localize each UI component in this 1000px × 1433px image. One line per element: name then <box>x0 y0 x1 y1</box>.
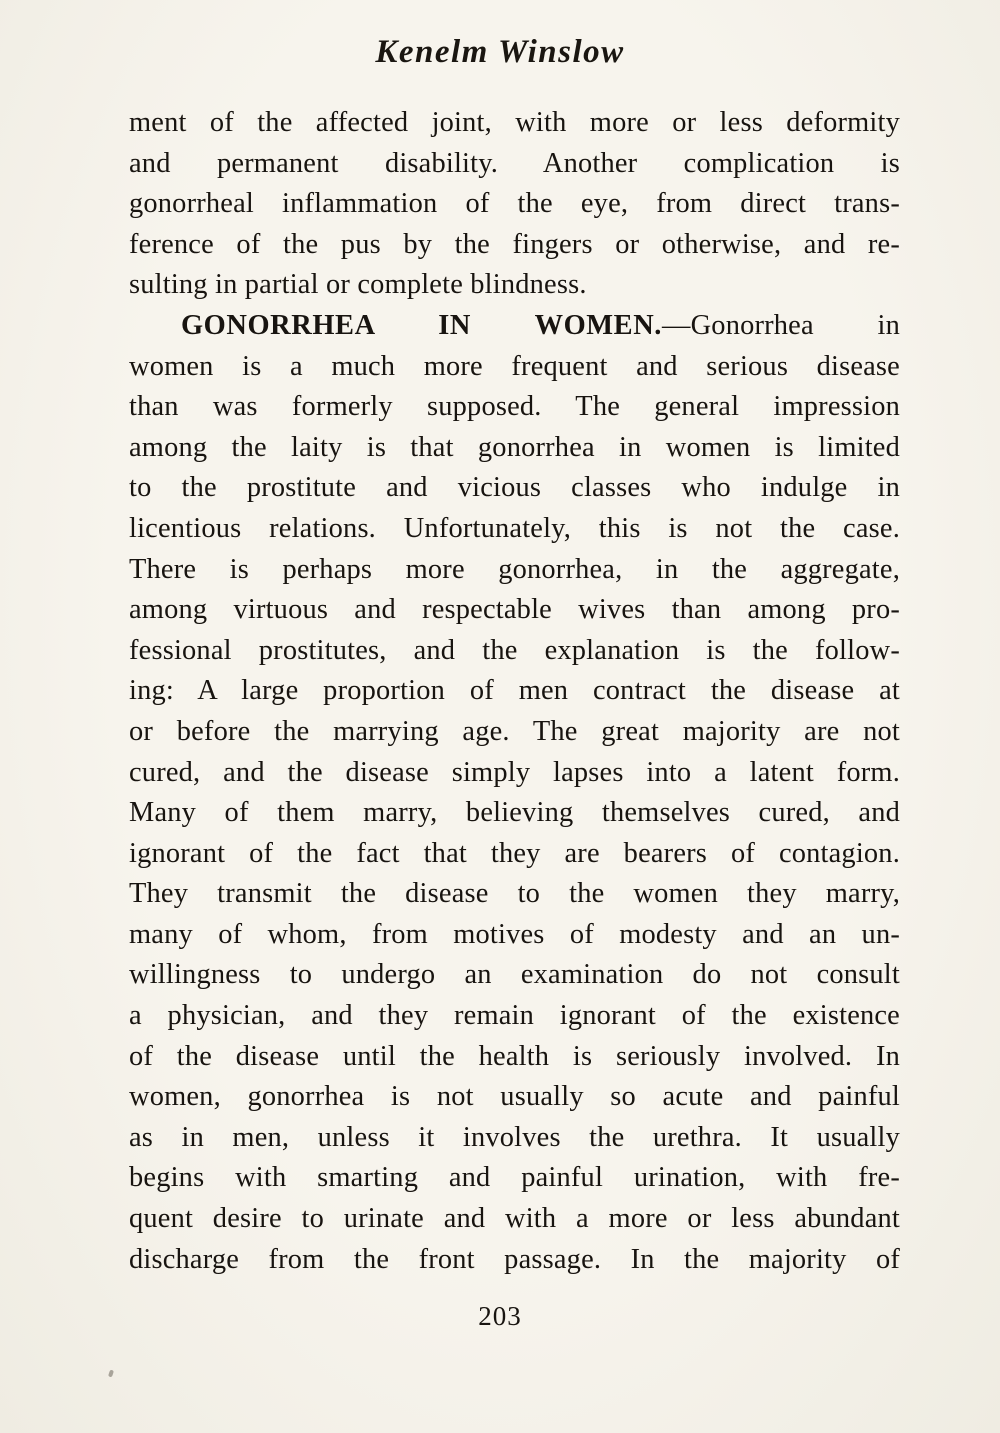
text-line: women is a much more frequent and serious disease <box>129 350 900 382</box>
text-line: a physician, and they remain ignorant of the existence <box>129 1000 900 1032</box>
text-line: willingness to undergo an examination do not consult <box>129 959 900 991</box>
section-heading: GONORRHEA IN WOMEN. <box>181 309 662 341</box>
paragraph-continuation <box>129 103 900 306</box>
text-line: ference of the pus by the fingers or otherwise, and re- <box>129 228 900 260</box>
text-line: cured, and the disease simply lapses into a latent form. <box>129 756 900 788</box>
text-line: and permanent disability. Another complication is <box>129 147 900 179</box>
text-line: ing: A large proportion of men contract the disease at <box>129 675 900 707</box>
text-line: fessional prostitutes, and the explanation is the follow- <box>129 634 900 666</box>
paragraph-gonorrhea-in-women <box>129 306 900 1280</box>
section-heading-line <box>129 306 900 347</box>
text-line: begins with smarting and painful urination, with fre- <box>129 1162 900 1194</box>
running-head: Kenelm Winslow <box>375 34 625 70</box>
text-line: ment of the affected joint, with more or less deformity <box>129 107 900 138</box>
text-line: There is perhaps more gonorrhea, in the aggregate, <box>129 553 900 585</box>
text-line: as in men, unless it involves the urethra. It usually <box>129 1121 900 1153</box>
text-line: many of whom, from motives of modesty and an un- <box>129 918 900 950</box>
text-line: or before the marrying age. The great majority are not <box>129 715 900 747</box>
text-line: quent desire to urinate and with a more or less abundant <box>129 1203 900 1235</box>
text-line: ignorant of the fact that they are bearers of contagion. <box>129 837 900 869</box>
page-number: 203 <box>478 1301 522 1332</box>
text-line: to the prostitute and vicious classes who indulge in <box>129 472 900 504</box>
scan-artifact <box>108 1370 114 1378</box>
heading-continuation-text: —Gonorrhea in <box>662 309 900 341</box>
text-line: They transmit the disease to the women they marry, <box>129 878 900 910</box>
text-line: licentious relations. Unfortunately, this is not the case. <box>129 512 900 544</box>
text-line: Many of them marry, believing themselves cured, and <box>129 797 900 829</box>
text-line: discharge from the front passage. In the majority of <box>129 1243 900 1275</box>
text-line: among the laity is that gonorrhea in women is limited <box>129 431 900 463</box>
text-block <box>129 103 900 1280</box>
text-line: sulting in partial or complete blindness. <box>129 269 587 301</box>
text-line: of the disease until the health is seriously involved. In <box>129 1040 900 1072</box>
text-line: among virtuous and respectable wives than among pro- <box>129 594 900 626</box>
text-line: than was formerly supposed. The general impression <box>129 391 900 423</box>
text-line: women, gonorrhea is not usually so acute and painful <box>129 1081 900 1113</box>
text-line: gonorrheal inflammation of the eye, from direct trans- <box>129 188 900 220</box>
